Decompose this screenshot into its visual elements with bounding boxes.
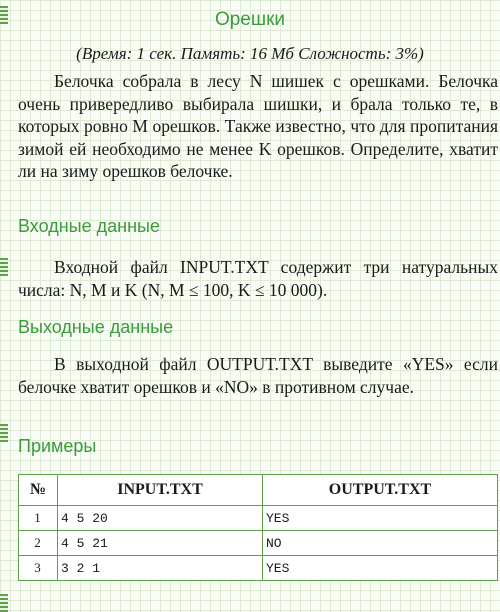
problem-title: Орешки	[214, 9, 286, 30]
input-heading: Входные данные	[18, 216, 160, 236]
column-header-number: №	[19, 475, 58, 506]
column-header-input: INPUT.TXT	[58, 475, 263, 506]
row-output: NO	[263, 531, 498, 556]
table-row	[19, 556, 498, 581]
problem-statement: Белочка собрала в лесу N шишек c орешками. Белочка очень привередливо выбирала шишки, и брала только те, в которых ровно M орешков. Также известно, что для пропитания зимой ей необходимо не менее K орешков. Определите, хватит ли на зиму орешков белочке.	[18, 71, 498, 181]
output-heading: Выходные данные	[18, 317, 174, 337]
row-input: 4 5 20	[58, 506, 263, 531]
row-input: 3 2 1	[58, 556, 263, 581]
input-text: Входной файл INPUT.TXT содержит три натуральных числа: N, M и K (N, M ≤ 100, K ≤ 10 000).	[18, 257, 498, 300]
side-marker	[0, 258, 8, 276]
examples-table	[18, 474, 498, 581]
row-output: YES	[263, 556, 498, 581]
row-number: 2	[19, 531, 58, 556]
row-number: 1	[19, 506, 58, 531]
examples-heading: Примеры	[18, 436, 97, 456]
side-marker	[0, 594, 8, 612]
column-header-output: OUTPUT.TXT	[263, 475, 498, 506]
side-marker	[0, 424, 8, 442]
table-row	[19, 531, 498, 556]
table-header-row	[19, 475, 498, 506]
output-text: В выходной файл OUTPUT.TXT выведите «YES» если белочке хватит орешков и «NO» в противном случае.	[18, 354, 498, 397]
row-number: 3	[19, 556, 58, 581]
table-row	[19, 506, 498, 531]
problem-meta: (Время: 1 сек. Память: 16 Мб Сложность: 3%)	[76, 44, 424, 63]
row-input: 4 5 21	[58, 531, 263, 556]
row-output: YES	[263, 506, 498, 531]
